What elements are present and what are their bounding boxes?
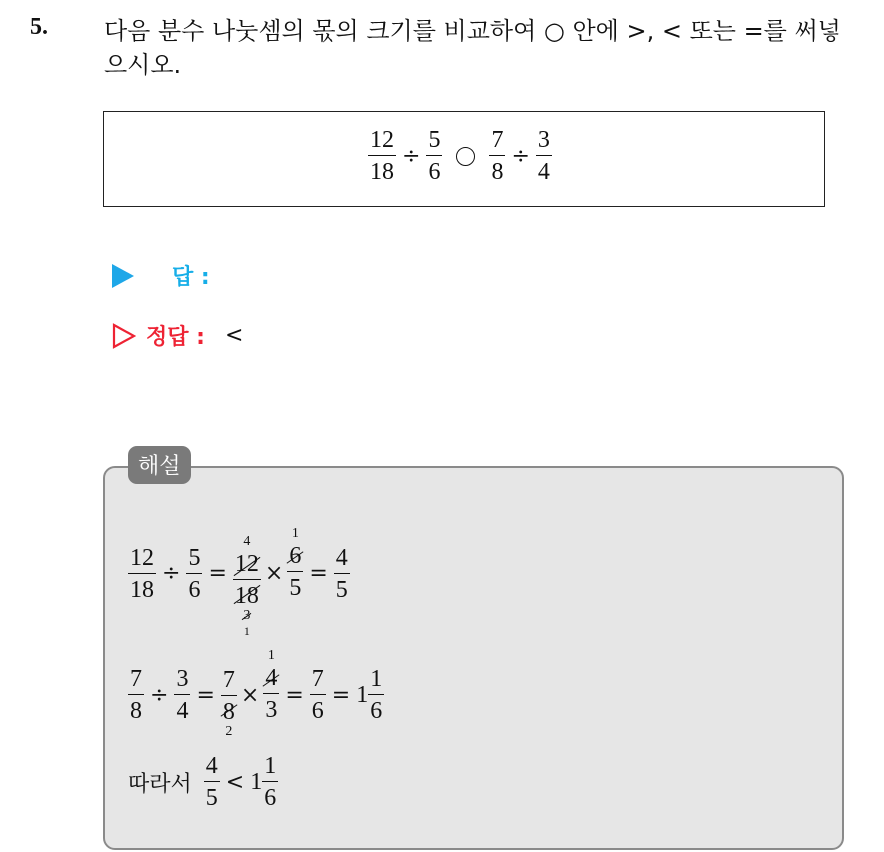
- numerator: 3: [537, 127, 550, 153]
- result-fraction: [310, 667, 326, 723]
- numerator: 1: [264, 753, 277, 779]
- denominator: 4: [174, 694, 190, 723]
- cancelled-numerator: 12: [234, 551, 259, 577]
- reduced-numerator: 4: [243, 534, 251, 549]
- reduced-numerator: 1: [267, 648, 275, 663]
- denominator: 6: [426, 155, 442, 184]
- cancelled-denominator: 8: [221, 695, 237, 724]
- outline-triangle-icon: [112, 323, 136, 349]
- times-sign: ×: [240, 682, 260, 708]
- divide-sign: ÷: [150, 682, 169, 708]
- fraction-12-18: [368, 128, 396, 184]
- fraction: [186, 546, 202, 602]
- denominator: 6: [186, 573, 202, 602]
- correct-answer-row: [112, 320, 243, 351]
- numerator: 7: [130, 666, 142, 692]
- explanation-line-3: [128, 754, 278, 810]
- numerator: 12: [130, 544, 154, 571]
- numerator: 12: [370, 127, 394, 153]
- problem-box: [103, 111, 825, 207]
- fraction: [204, 754, 220, 810]
- answer-row: [112, 260, 210, 291]
- mixed-whole: 1: [356, 681, 369, 708]
- cancelled-fraction-group: [263, 648, 279, 722]
- problem-expression: [368, 128, 552, 184]
- correct-answer-value: <: [224, 323, 244, 348]
- denominator: 6: [310, 694, 326, 723]
- denominator: 5: [287, 571, 303, 600]
- equals-sign: =: [285, 682, 304, 708]
- reduced-denominator-final: 1: [243, 624, 250, 638]
- less-than-sign: <: [225, 769, 245, 795]
- question-text: 다음 분수 나눗셈의 몫의 크기를 비교하여 ○ 안에 >, < 또는 =를 써넣으시오.: [104, 17, 841, 79]
- reduced-numerator: 1: [291, 525, 299, 541]
- explanation-line-1: [128, 508, 350, 639]
- numerator: 7: [311, 666, 324, 692]
- cancelled-numerator: 4: [265, 665, 278, 691]
- denominator: 6: [262, 781, 278, 810]
- fraction-7-8: [489, 128, 505, 184]
- numerator: 5: [188, 544, 201, 571]
- denominator: 18: [128, 573, 156, 602]
- correct-answer-label: 정답 :: [146, 325, 205, 350]
- denominator: 5: [204, 781, 220, 810]
- denominator: 6: [368, 694, 384, 723]
- cancelled-fraction-group: [287, 526, 303, 600]
- numerator: 3: [176, 666, 189, 692]
- cancelled-fraction-group: [221, 668, 237, 740]
- cancelled-numerator: 6: [289, 542, 302, 569]
- equals-sign: =: [208, 561, 227, 586]
- conclusion-prefix: 따라서: [128, 771, 192, 797]
- comparison-circle[interactable]: [456, 147, 475, 166]
- fraction: [128, 667, 144, 723]
- explanation-line-2: [128, 650, 384, 740]
- denominator: 5: [334, 573, 350, 602]
- denominator: 8: [128, 694, 144, 723]
- reduced-denominator: 3: [243, 608, 251, 623]
- divide-sign: ÷: [511, 143, 530, 169]
- fraction: [128, 546, 156, 602]
- play-triangle-icon: [112, 264, 134, 288]
- fraction-5-6: [426, 128, 442, 184]
- explanation-tag: 해설: [128, 446, 191, 484]
- denominator: 4: [536, 155, 552, 184]
- numerator: 4: [205, 753, 218, 779]
- divide-sign: ÷: [162, 561, 181, 586]
- cancelled-denominator: 18: [233, 579, 261, 608]
- equals-sign: =: [331, 682, 351, 708]
- equals-sign: =: [309, 561, 328, 586]
- mixed-fraction: [368, 667, 384, 723]
- reduced-denominator: 2: [225, 724, 233, 739]
- divide-sign: ÷: [402, 143, 421, 169]
- numerator: 1: [370, 666, 383, 692]
- numerator: 4: [335, 544, 348, 571]
- cancelled-fraction: [233, 552, 261, 608]
- question-number: 5.: [30, 14, 48, 40]
- denominator: 8: [489, 155, 505, 184]
- numerator: 7: [491, 127, 504, 153]
- mixed-fraction: [262, 754, 278, 810]
- equals-sign: =: [196, 682, 215, 708]
- cancelled-fraction-group: [233, 534, 261, 639]
- cancelled-fraction: [287, 544, 303, 600]
- mixed-whole: 1: [250, 768, 263, 795]
- cancelled-fraction: [263, 666, 279, 722]
- denominator: 3: [263, 693, 279, 722]
- numerator: 5: [428, 127, 441, 153]
- fraction-3-4: [536, 128, 552, 184]
- fraction: [174, 667, 190, 723]
- cancelled-fraction: [221, 668, 237, 724]
- result-fraction: [334, 546, 350, 602]
- denominator: 18: [368, 155, 396, 184]
- numerator: 7: [222, 667, 235, 693]
- answer-label: 답 :: [172, 265, 210, 290]
- times-sign: ×: [264, 561, 284, 586]
